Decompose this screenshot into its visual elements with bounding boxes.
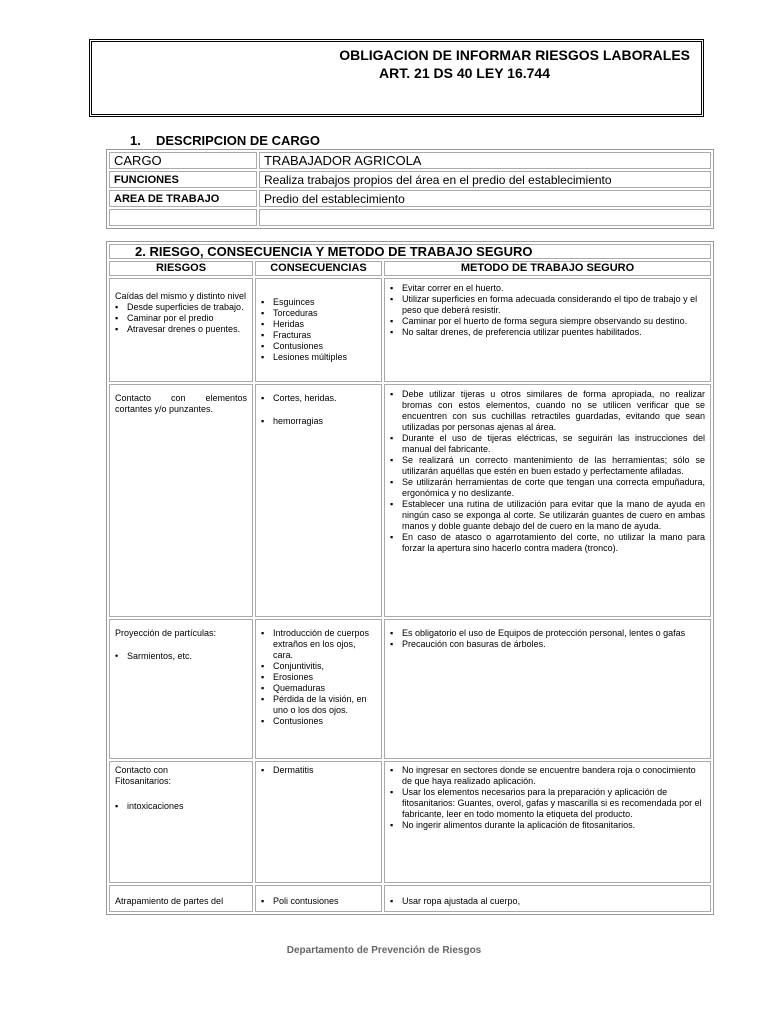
table-row xyxy=(109,152,711,169)
empty-cell xyxy=(259,209,711,226)
list-item: ▪ Usar ropa ajustada al cuerpo, xyxy=(390,896,705,907)
consequence-cell xyxy=(255,278,382,382)
list-item: ▪ Se realizará un correcto mantenimiento de las herramientas; sólo se utilizarán aquéllas que estén en buen estado y perfectamente afiladas. xyxy=(390,455,705,477)
table-row xyxy=(109,885,711,912)
list-item: ▪ No ingresar en sectores donde se encuentre bandera roja o conocimiento de que haya realizado aplicación. xyxy=(390,765,705,787)
list-item: ▪ Lesiones múltiples xyxy=(261,352,376,363)
section1-title xyxy=(130,133,320,148)
list-item: ▪ Fracturas xyxy=(261,330,376,341)
list-item: ▪ Pérdida de la visión, en uno o los dos ojos. xyxy=(261,694,376,716)
footer-text: Departamento de Prevención de Riesgos xyxy=(286,945,482,956)
list-item: ▪ intoxicaciones xyxy=(115,801,247,812)
list-item: ▪ Es obligatorio el uso de Equipos de protección personal, lentes o gafas xyxy=(390,628,705,639)
method-cell xyxy=(384,278,711,382)
risk-title: Contacto con elementos cortantes y/o punzantes. xyxy=(115,393,247,414)
list-item: ▪ Durante el uso de tijeras eléctricas, se seguirán las instrucciones del manual del fabricante. xyxy=(390,433,705,455)
list-item: ▪ Establecer una rutina de utilización para evitar que la mano de ayuda en ningún caso se exponga al corte. Se utilizarán guantes de cuero en ambas manos y doble guante debajo del de cuero en la mano de ayuda. xyxy=(390,499,705,532)
list-item: ▪ Precaución con basuras de árboles. xyxy=(390,639,705,650)
consequence-list xyxy=(261,765,376,776)
method-cell xyxy=(384,619,711,759)
column-header: METODO DE TRABAJO SEGURO xyxy=(384,261,711,276)
area-value: Predio del establecimiento xyxy=(259,190,711,207)
list-item: ▪ Debe utilizar tijeras u otros similares de forma apropiada, no realizar bromas con estos elementos, cuando no se utilicen verificar que se encuentren con sus cuchillas retractiles guardadas, evitando que sean utilizadas por personas ajenas al área. xyxy=(390,389,705,433)
risk-title: Proyección de partículas: xyxy=(115,628,217,638)
table-row xyxy=(109,384,711,617)
area-label: AREA DE TRABAJO xyxy=(109,190,257,207)
list-item: ▪ Torceduras xyxy=(261,308,376,319)
list-item: ▪ Contusiones xyxy=(261,341,376,352)
list-item: ▪ No ingerir alimentos durante la aplicación de fitosanitarios. xyxy=(390,820,705,831)
cargo-value: TRABAJADOR AGRICOLA xyxy=(259,152,711,169)
funciones-label: FUNCIONES xyxy=(109,171,257,188)
list-item: ▪ En caso de atasco o agarrotamiento del corte, no utilizar la mano para forzar la apertura sino hacerlo contra madera (tronco). xyxy=(390,532,705,554)
list-item: ▪ Atravesar drenes o puentes. xyxy=(115,324,247,335)
table-row xyxy=(109,761,711,883)
list-item: ▪ Caminar por el predio xyxy=(115,313,247,324)
method-list xyxy=(390,628,705,650)
risk-title: Contacto con Fitosanitarios: xyxy=(115,765,172,786)
list-item: ▪ Desde superficies de trabajo. xyxy=(115,302,247,313)
risk-list xyxy=(115,651,247,662)
method-list xyxy=(390,283,705,338)
table-row xyxy=(109,171,711,188)
column-header: CONSECUENCIAS xyxy=(255,261,382,276)
consequence-cell xyxy=(255,384,382,617)
list-item: ▪ Se utilizarán herramientas de corte que tengan una correcta empuñadura, ergonómica y no deslizante. xyxy=(390,477,705,499)
list-item: ▪ Esguinces xyxy=(261,297,376,308)
risk-cell xyxy=(109,384,253,617)
method-list xyxy=(390,896,705,907)
consequence-cell xyxy=(255,619,382,759)
risk-cell xyxy=(109,761,253,883)
table-row xyxy=(109,619,711,759)
table-header-row xyxy=(109,261,711,276)
list-item: ▪ No saltar drenes, de preferencia utilizar puentes habilitados. xyxy=(390,327,705,338)
risk-list xyxy=(115,801,247,812)
risk-cell xyxy=(109,278,253,382)
risk-table xyxy=(106,241,714,915)
list-item: ▪ Conjuntivitis, xyxy=(261,661,376,672)
table-row xyxy=(109,209,711,226)
list-item: ▪ Quemaduras xyxy=(261,683,376,694)
list-item: ▪ Poli contusiones xyxy=(261,896,376,907)
risk-cell xyxy=(109,885,253,912)
list-item: ▪ Dermatitis xyxy=(261,765,376,776)
table-row xyxy=(109,190,711,207)
method-cell xyxy=(384,384,711,617)
consequence-list xyxy=(261,393,376,427)
empty-cell xyxy=(109,209,257,226)
list-item: ▪ Evitar correr en el huerto. xyxy=(390,283,705,294)
risk-title: Atrapamiento de partes del xyxy=(115,896,224,906)
risk-cell xyxy=(109,619,253,759)
funciones-value: Realiza trabajos propios del área en el predio del establecimiento xyxy=(259,171,711,188)
list-item: ▪ hemorragias xyxy=(261,416,376,427)
consequence-list xyxy=(261,896,376,907)
method-list xyxy=(390,389,705,554)
list-item: ▪ Cortes, heridas. xyxy=(261,393,376,404)
list-item: ▪ Erosiones xyxy=(261,672,376,683)
list-item: ▪ Usar los elementos necesarios para la preparación y aplicación de fitosanitarios: Guantes, overol, gafas y mascarilla si es recomendada por el fabricante, leer en todo momento la etiqueta del producto. xyxy=(390,787,705,820)
section2-title: 2. RIESGO, CONSECUENCIA Y METODO DE TRABAJO SEGURO xyxy=(109,244,711,259)
method-cell xyxy=(384,885,711,912)
method-cell xyxy=(384,761,711,883)
job-description-table xyxy=(106,149,714,229)
table-row xyxy=(109,244,711,259)
list-item: ▪ Caminar por el huerto de forma segura siempre observando su destino. xyxy=(390,316,705,327)
risk-list xyxy=(115,302,247,335)
consequence-list xyxy=(261,297,376,363)
list-item: ▪ Heridas xyxy=(261,319,376,330)
title-line-1: OBLIGACION DE INFORMAR RIESGOS LABORALES xyxy=(339,47,690,63)
list-item: ▪ Contusiones xyxy=(261,716,376,727)
list-item: ▪ Introducción de cuerpos extraños en los ojos, cara. xyxy=(261,628,376,661)
section1-title-text: DESCRIPCION DE CARGO xyxy=(156,133,320,148)
section1-number: 1. xyxy=(130,133,141,148)
list-item: • Sarmientos, etc. xyxy=(115,651,247,662)
title-line-2: ART. 21 DS 40 LEY 16.744 xyxy=(379,65,550,81)
list-item: ▪ Utilizar superficies en forma adecuada considerando el tipo de trabajo y el peso que deberá resistir. xyxy=(390,294,705,316)
consequence-list xyxy=(261,628,376,727)
page-title xyxy=(120,46,700,82)
method-list xyxy=(390,765,705,831)
risk-title: Caídas del mismo y distinto nivel xyxy=(115,291,247,301)
consequence-cell xyxy=(255,761,382,883)
cargo-label: CARGO xyxy=(109,152,257,169)
consequence-cell xyxy=(255,885,382,912)
table-row xyxy=(109,278,711,382)
column-header: RIESGOS xyxy=(109,261,253,276)
